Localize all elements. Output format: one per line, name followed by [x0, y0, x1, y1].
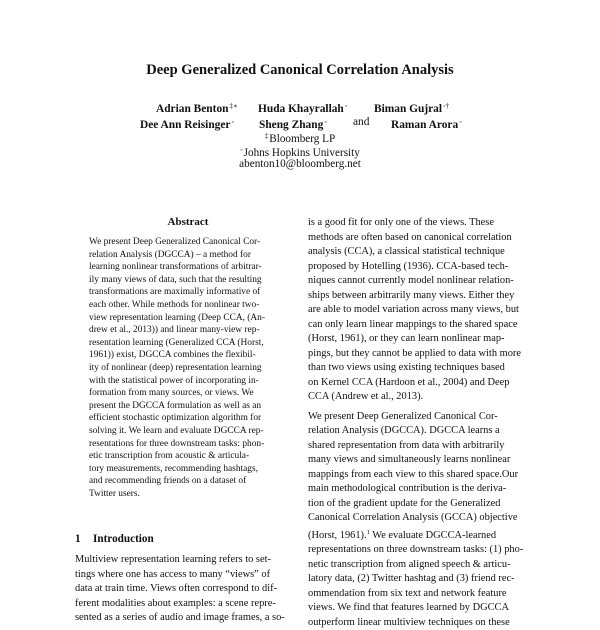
citation-text: (Horst, 1961). — [308, 530, 367, 541]
paper-title: Deep Generalized Canonical Correlation Analysis — [0, 61, 600, 79]
abstract-line: with the statistical power of incorporating in- — [89, 375, 287, 388]
intro-line: ferent modalities about examples: a scene repre- — [75, 597, 301, 612]
text-line: relation Analysis (DGCCA). DGCCA learns a — [308, 424, 535, 439]
abstract-line: We present Deep Generalized Canonical Cor- — [89, 236, 287, 249]
text-line: mappings from each view to this shared space.Our — [308, 468, 535, 483]
author-name: Huda Khayrallah◦ — [258, 99, 347, 116]
text-line: We present Deep Generalized Canonical Cor- — [308, 410, 535, 425]
and-word: and — [353, 115, 369, 129]
text-line: ships between arbitrarily many views. Either they — [308, 289, 535, 304]
text-line: ommendation from six text and network feature — [308, 587, 535, 602]
author-name: Dee Ann Reisinger◦ — [140, 115, 234, 132]
abstract-line: view representation learning (Deep CCA, (An- — [89, 312, 287, 325]
text-line: analysis (CCA), a classical statistical technique — [308, 245, 535, 260]
text-line: (Horst, 1961), or they can learn nonlinear map- — [308, 332, 535, 347]
text-line: are able to model variation across many views, but — [308, 303, 535, 318]
affiliation-bloomberg: ‡Bloomberg LP — [0, 129, 600, 146]
text-line: methods are often based on canonical correlation — [308, 231, 535, 246]
intro-line: data at train time. Views often correspond to dif- — [75, 582, 301, 597]
abstract-line: formation from many sources, or views. We — [89, 387, 287, 400]
text-line: tion of the gradient update for the Generalized — [308, 497, 535, 512]
abstract-line: ity of nonlinear (deep) representation learning — [89, 362, 287, 375]
footnote-mark: 1 — [367, 529, 370, 536]
text-line: netic transcription from aligned speech & articu- — [308, 558, 535, 573]
intro-line: Multiview representation learning refers to set- — [75, 553, 301, 568]
author-name: Sheng Zhang◦ — [259, 115, 327, 132]
text-line: Canonical Correlation Analysis (GCCA) objective — [308, 511, 535, 526]
text-line: main methodological contribution is the deriva- — [308, 482, 535, 497]
text-line: many views and simultaneously learns nonlinear — [308, 453, 535, 468]
abstract-line: resentation learning (Generalized CCA (Horst, — [89, 337, 287, 350]
abstract-line: 1961)) exist, DGCCA combines the flexibil- — [89, 349, 287, 362]
abstract-line: ily many views of data, such that the resulting — [89, 274, 287, 287]
abstract-line: solving it. We learn and evaluate DGCCA rep- — [89, 425, 287, 438]
section-heading — [75, 532, 154, 546]
abstract-line: tory measurements, recommending hashtags, — [89, 463, 287, 476]
abstract-text — [89, 236, 287, 500]
text-line: is a good fit for only one of the views. These — [308, 216, 535, 231]
right-column-text — [308, 216, 535, 630]
abstract-line: relation Analysis (DGCCA) – a method for — [89, 249, 287, 262]
author-name: Biman Gujral◦† — [374, 99, 449, 116]
abstract-line: Twitter users. — [89, 488, 287, 501]
text-line: than two views using existing techniques based — [308, 361, 535, 376]
author-row-2 — [0, 115, 600, 129]
text-line: representations on three downstream tasks: (1) pho- — [308, 543, 535, 558]
abstract-line: etic transcription from acoustic & articula- — [89, 450, 287, 463]
right-paragraph-2 — [308, 410, 535, 630]
section-title: Introduction — [93, 533, 154, 545]
text-line: pings, but they cannot be applied to data with more — [308, 347, 535, 362]
affiliation-jhu: ◦Johns Hopkins University — [0, 143, 600, 160]
text-line — [308, 526, 535, 544]
intro-line: tings where one has access to many “views” of — [75, 568, 301, 583]
text-line: CCA (Andrew et al., 2013). — [308, 390, 535, 405]
abstract-line: learning nonlinear transformations of arbitrar- — [89, 261, 287, 274]
abstract-line: resentations for three downstream tasks: phon- — [89, 438, 287, 451]
author-row-1 — [0, 99, 600, 113]
text-line: niques cannot currently model nonlinear relation- — [308, 274, 535, 289]
abstract-line: drew et al., 2013)) and linear many-view rep- — [89, 324, 287, 337]
text-line: latory data, (2) Twitter hashtag and (3) friend rec- — [308, 572, 535, 587]
author-email: abenton10@bloomberg.net — [0, 157, 600, 171]
abstract-line: transformations are maximally informative of — [89, 286, 287, 299]
text-line: shared representation from data with arbitrarily — [308, 439, 535, 454]
text-line: on Kernel CCA (Hardoon et al., 2004) and Deep — [308, 376, 535, 391]
text-line: outperform linear multiview techniques on these — [308, 616, 535, 630]
section-number: 1 — [75, 532, 93, 546]
author-name: Adrian Benton‡∗ — [156, 99, 238, 116]
abstract-line: efficient stochastic optimization algorithm for — [89, 412, 287, 425]
text-line: views. We find that features learned by DGCCA — [308, 601, 535, 616]
abstract-heading: Abstract — [88, 216, 288, 229]
intro-text — [75, 553, 301, 626]
abstract-line: present the DGCCA formulation as well as an — [89, 400, 287, 413]
intro-line: sented as a series of audio and image frames, a so- — [75, 611, 301, 626]
text-line: proposed by Hotelling (1936). CCA-based tech- — [308, 260, 535, 275]
sentence-text: We evaluate DGCCA-learned — [370, 530, 496, 541]
right-paragraph-1 — [308, 216, 535, 405]
author-name: Raman Arora◦ — [391, 115, 462, 132]
abstract-line: each other. While methods for nonlinear two- — [89, 299, 287, 312]
text-line: can only learn linear mappings to the shared space — [308, 318, 535, 333]
abstract-line: and recommending friends on a dataset of — [89, 475, 287, 488]
